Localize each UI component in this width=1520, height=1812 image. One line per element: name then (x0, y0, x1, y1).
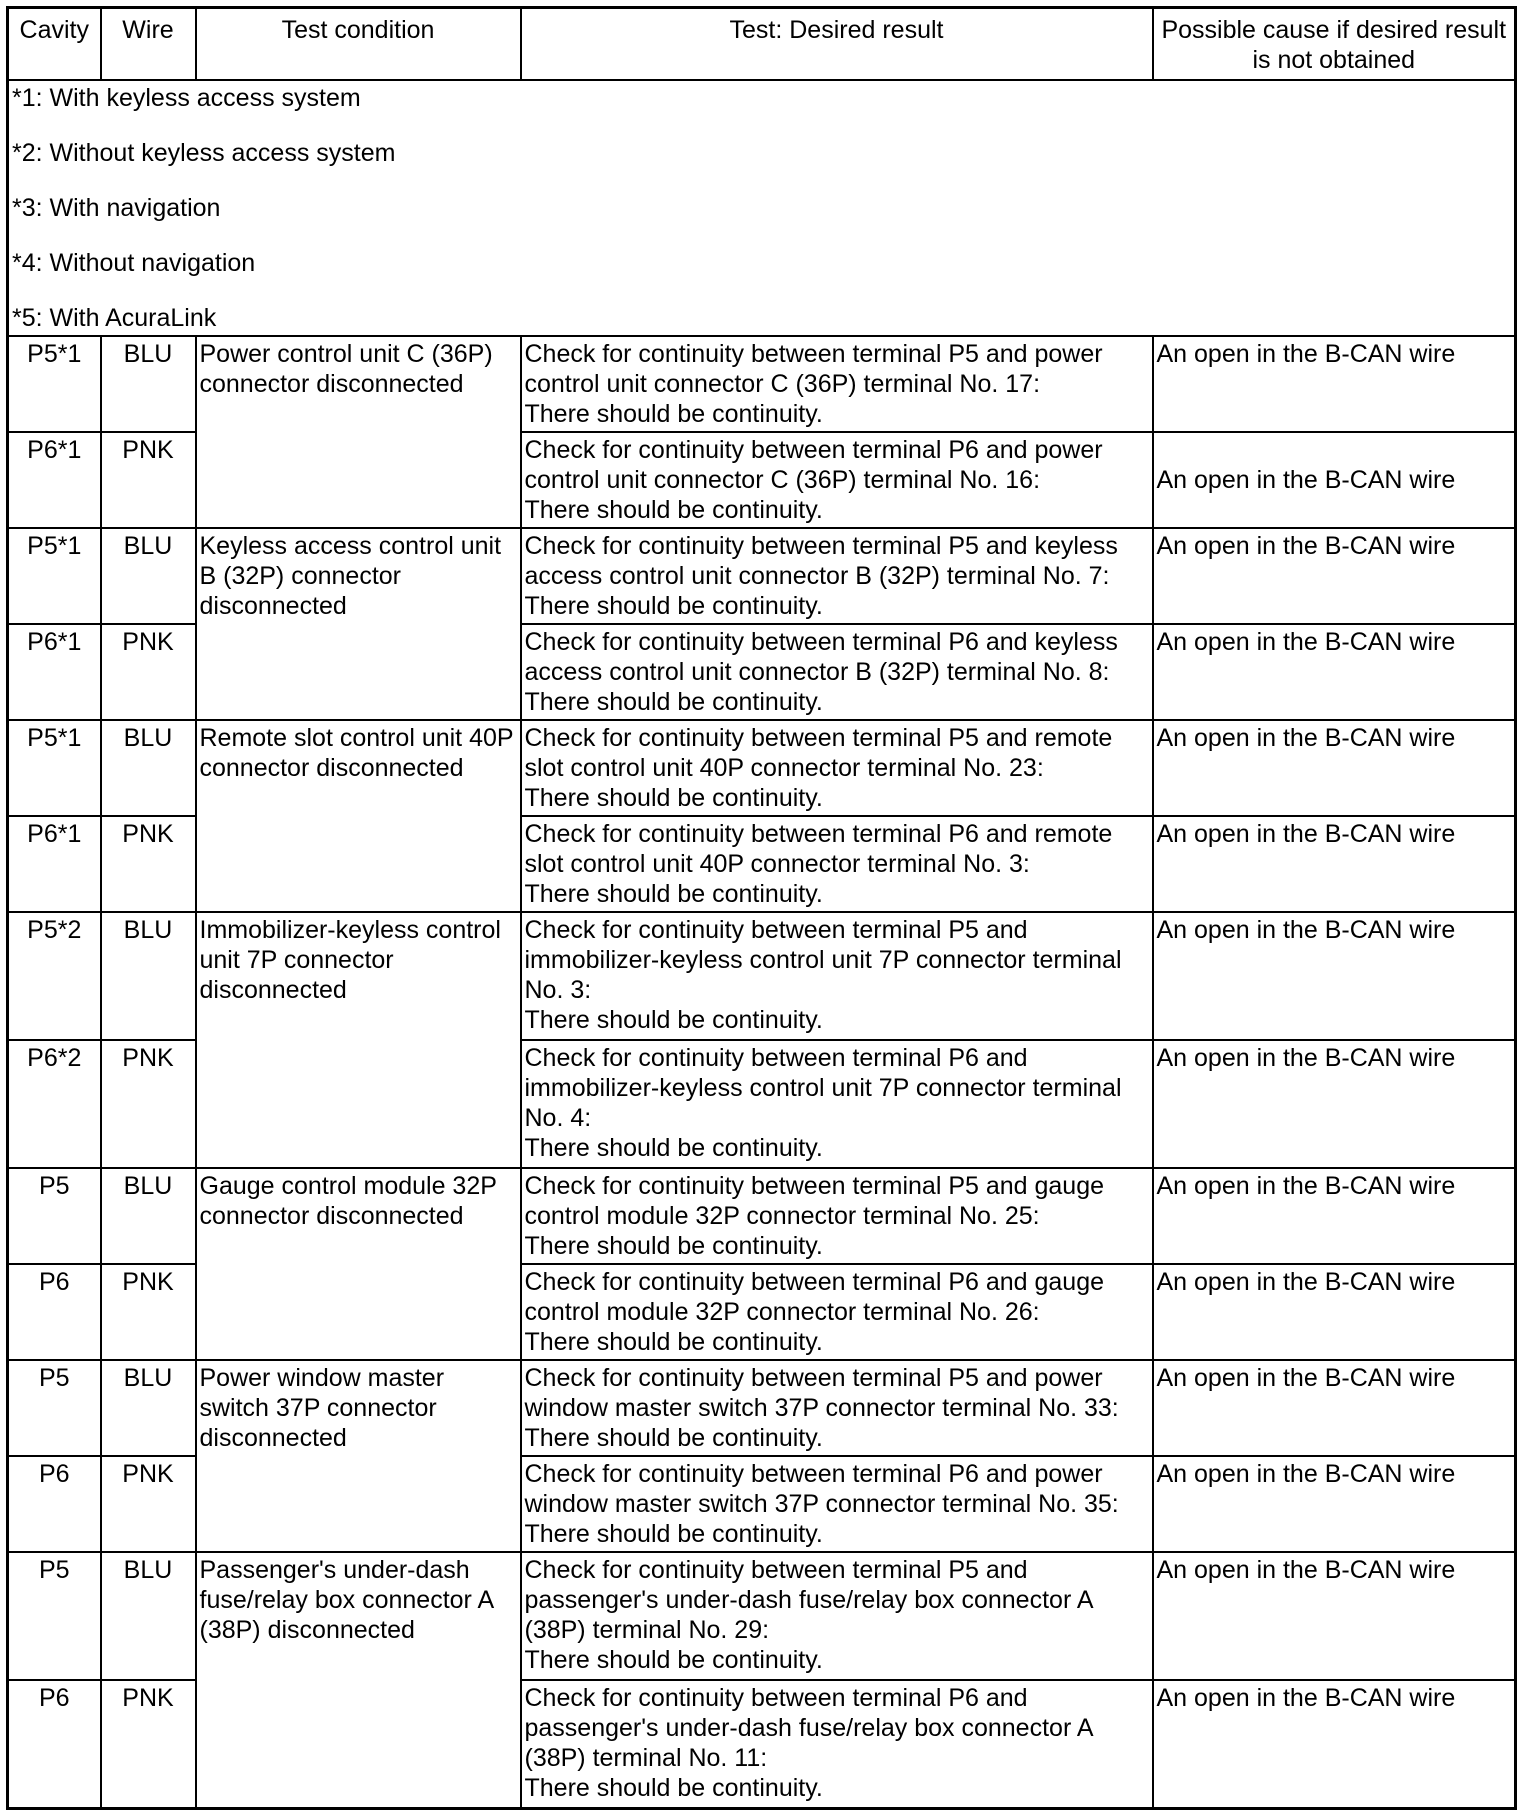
result-line: window master switch 37P connector terminal No. 33: (524, 1394, 1119, 1422)
test-condition-cell: Power window master switch 37P connector disconnected (196, 1360, 521, 1552)
result-line: access control unit connector B (32P) terminal No. 8: (524, 658, 1110, 686)
wire-color-cell: BLU (101, 1360, 196, 1456)
desired-result-cell (521, 1040, 1153, 1168)
result-line: No. 4: (524, 1104, 592, 1132)
result-line: Check for continuity between terminal P6 and power (524, 436, 1103, 464)
test-condition-cell: Immobilizer-keyless control unit 7P connector disconnected (196, 912, 521, 1168)
possible-cause-cell: An open in the B-CAN wire (1153, 1264, 1516, 1360)
result-line: control unit connector C (36P) terminal No. 16: (524, 466, 1041, 494)
cavity-cell: P5*1 (8, 336, 101, 432)
result-line: Check for continuity between terminal P6 and gauge (524, 1268, 1105, 1296)
wire-color-cell: PNK (101, 1680, 196, 1809)
result-line: (38P) terminal No. 11: (524, 1744, 768, 1772)
result-line: Check for continuity between terminal P6 and (524, 1044, 1028, 1072)
possible-cause-cell: An open in the B-CAN wire (1153, 912, 1516, 1040)
result-line: Check for continuity between terminal P5 and keyless (524, 532, 1118, 560)
cavity-cell: P6*1 (8, 624, 101, 720)
notes-row (8, 80, 1516, 336)
result-line: Check for continuity between terminal P6 and power (524, 1460, 1103, 1488)
result-line: There should be continuity. (524, 880, 823, 908)
header-desired-result: Test: Desired result (521, 8, 1153, 81)
possible-cause-cell: An open in the B-CAN wire (1153, 1680, 1516, 1809)
footnote: *4: Without navigation (12, 249, 256, 277)
cavity-cell: P6*2 (8, 1040, 101, 1168)
result-line: Check for continuity between terminal P5 and power (524, 340, 1103, 368)
desired-result-cell (521, 720, 1153, 816)
continuity-test-table (6, 6, 1517, 1810)
cavity-cell: P6 (8, 1456, 101, 1552)
possible-cause-cell: An open in the B-CAN wire (1153, 432, 1516, 528)
result-line: window master switch 37P connector terminal No. 35: (524, 1490, 1119, 1518)
possible-cause-cell: An open in the B-CAN wire (1153, 624, 1516, 720)
cavity-cell: P6 (8, 1680, 101, 1809)
footnotes-cell (8, 80, 1516, 336)
cavity-cell: P5*2 (8, 912, 101, 1040)
result-line: There should be continuity. (524, 496, 823, 524)
cavity-cell: P5 (8, 1168, 101, 1264)
possible-cause-cell: An open in the B-CAN wire (1153, 816, 1516, 912)
wire-color-cell: BLU (101, 720, 196, 816)
desired-result-cell (521, 336, 1153, 432)
result-line: There should be continuity. (524, 1134, 823, 1162)
result-line: Check for continuity between terminal P5 and gauge (524, 1172, 1105, 1200)
desired-result-cell (521, 816, 1153, 912)
wire-color-cell: BLU (101, 1552, 196, 1680)
wire-color-cell: PNK (101, 816, 196, 912)
desired-result-cell (521, 1264, 1153, 1360)
wire-color-cell: PNK (101, 1040, 196, 1168)
test-condition-cell: Power control unit C (36P) connector disconnected (196, 336, 521, 528)
wire-color-cell: PNK (101, 1264, 196, 1360)
possible-cause-cell: An open in the B-CAN wire (1153, 528, 1516, 624)
result-line: There should be continuity. (524, 1520, 823, 1548)
result-line: immobilizer-keyless control unit 7P connector terminal (524, 946, 1122, 974)
result-line: There should be continuity. (524, 400, 823, 428)
possible-cause-cell: An open in the B-CAN wire (1153, 1456, 1516, 1552)
footnote: *3: With navigation (12, 194, 221, 222)
result-line: Check for continuity between terminal P5 and power (524, 1364, 1103, 1392)
result-line: There should be continuity. (524, 592, 823, 620)
table-row (8, 912, 1516, 1040)
header-test-condition: Test condition (196, 8, 521, 81)
cavity-cell: P6*1 (8, 432, 101, 528)
desired-result-cell (521, 432, 1153, 528)
wire-color-cell: BLU (101, 336, 196, 432)
result-line: There should be continuity. (524, 1232, 823, 1260)
result-line: access control unit connector B (32P) terminal No. 7: (524, 562, 1110, 590)
footnote: *2: Without keyless access system (12, 139, 396, 167)
test-condition-cell: Keyless access control unit B (32P) connector disconnected (196, 528, 521, 720)
cavity-cell: P5*1 (8, 528, 101, 624)
result-line: Check for continuity between terminal P6 and remote (524, 820, 1113, 848)
result-line: immobilizer-keyless control unit 7P connector terminal (524, 1074, 1122, 1102)
result-line: Check for continuity between terminal P6 and (524, 1684, 1028, 1712)
table-row (8, 1360, 1516, 1456)
result-line: passenger's under-dash fuse/relay box connector A (524, 1586, 1094, 1614)
desired-result-cell (521, 1360, 1153, 1456)
result-line: Check for continuity between terminal P6 and keyless (524, 628, 1118, 656)
table-row (8, 1552, 1516, 1680)
possible-cause-cell: An open in the B-CAN wire (1153, 720, 1516, 816)
result-line: slot control unit 40P connector terminal No. 23: (524, 754, 1044, 782)
result-line: (38P) terminal No. 29: (524, 1616, 770, 1644)
cavity-cell: P6 (8, 1264, 101, 1360)
header-possible-cause: Possible cause if desired result is not obtained (1153, 8, 1516, 81)
desired-result-cell (521, 1456, 1153, 1552)
cavity-cell: P5*1 (8, 720, 101, 816)
wire-color-cell: BLU (101, 528, 196, 624)
result-line: control unit connector C (36P) terminal No. 17: (524, 370, 1041, 398)
wire-color-cell: PNK (101, 1456, 196, 1552)
result-line: There should be continuity. (524, 688, 823, 716)
test-condition-cell: Remote slot control unit 40P connector disconnected (196, 720, 521, 912)
cavity-cell: P5 (8, 1360, 101, 1456)
result-line: There should be continuity. (524, 1328, 823, 1356)
footnote: *5: With AcuraLink (12, 304, 217, 332)
wire-color-cell: PNK (101, 624, 196, 720)
desired-result-cell (521, 1168, 1153, 1264)
result-line: control module 32P connector terminal No. 26: (524, 1298, 1040, 1326)
footnote: *1: With keyless access system (12, 84, 361, 112)
result-line: slot control unit 40P connector terminal No. 3: (524, 850, 1030, 878)
table-header-row (8, 8, 1516, 81)
result-line: passenger's under-dash fuse/relay box connector A (524, 1714, 1094, 1742)
wire-color-cell: PNK (101, 432, 196, 528)
possible-cause-cell: An open in the B-CAN wire (1153, 1040, 1516, 1168)
wire-color-cell: BLU (101, 1168, 196, 1264)
possible-cause-cell: An open in the B-CAN wire (1153, 1360, 1516, 1456)
possible-cause-cell: An open in the B-CAN wire (1153, 1168, 1516, 1264)
table-row (8, 336, 1516, 432)
result-line: control module 32P connector terminal No. 25: (524, 1202, 1040, 1230)
result-line: There should be continuity. (524, 1006, 823, 1034)
possible-cause-cell: An open in the B-CAN wire (1153, 336, 1516, 432)
result-line: There should be continuity. (524, 1646, 823, 1674)
table-row (8, 528, 1516, 624)
desired-result-cell (521, 1552, 1153, 1680)
cavity-cell: P6*1 (8, 816, 101, 912)
result-line: There should be continuity. (524, 1774, 823, 1802)
test-condition-cell: Gauge control module 32P connector disconnected (196, 1168, 521, 1360)
wire-color-cell: BLU (101, 912, 196, 1040)
result-line: No. 3: (524, 976, 592, 1004)
result-line: There should be continuity. (524, 784, 823, 812)
desired-result-cell (521, 1680, 1153, 1809)
result-line: There should be continuity. (524, 1424, 823, 1452)
desired-result-cell (521, 912, 1153, 1040)
possible-cause-cell: An open in the B-CAN wire (1153, 1552, 1516, 1680)
result-line: Check for continuity between terminal P5 and (524, 916, 1028, 944)
cavity-cell: P5 (8, 1552, 101, 1680)
test-condition-cell: Passenger's under-dash fuse/relay box connector A (38P) disconnected (196, 1552, 521, 1809)
desired-result-cell (521, 528, 1153, 624)
desired-result-cell (521, 624, 1153, 720)
result-line: Check for continuity between terminal P5 and (524, 1556, 1028, 1584)
table-row (8, 1168, 1516, 1264)
header-wire: Wire (101, 8, 196, 81)
result-line: Check for continuity between terminal P5 and remote (524, 724, 1113, 752)
table-row (8, 720, 1516, 816)
header-cavity: Cavity (8, 8, 101, 81)
